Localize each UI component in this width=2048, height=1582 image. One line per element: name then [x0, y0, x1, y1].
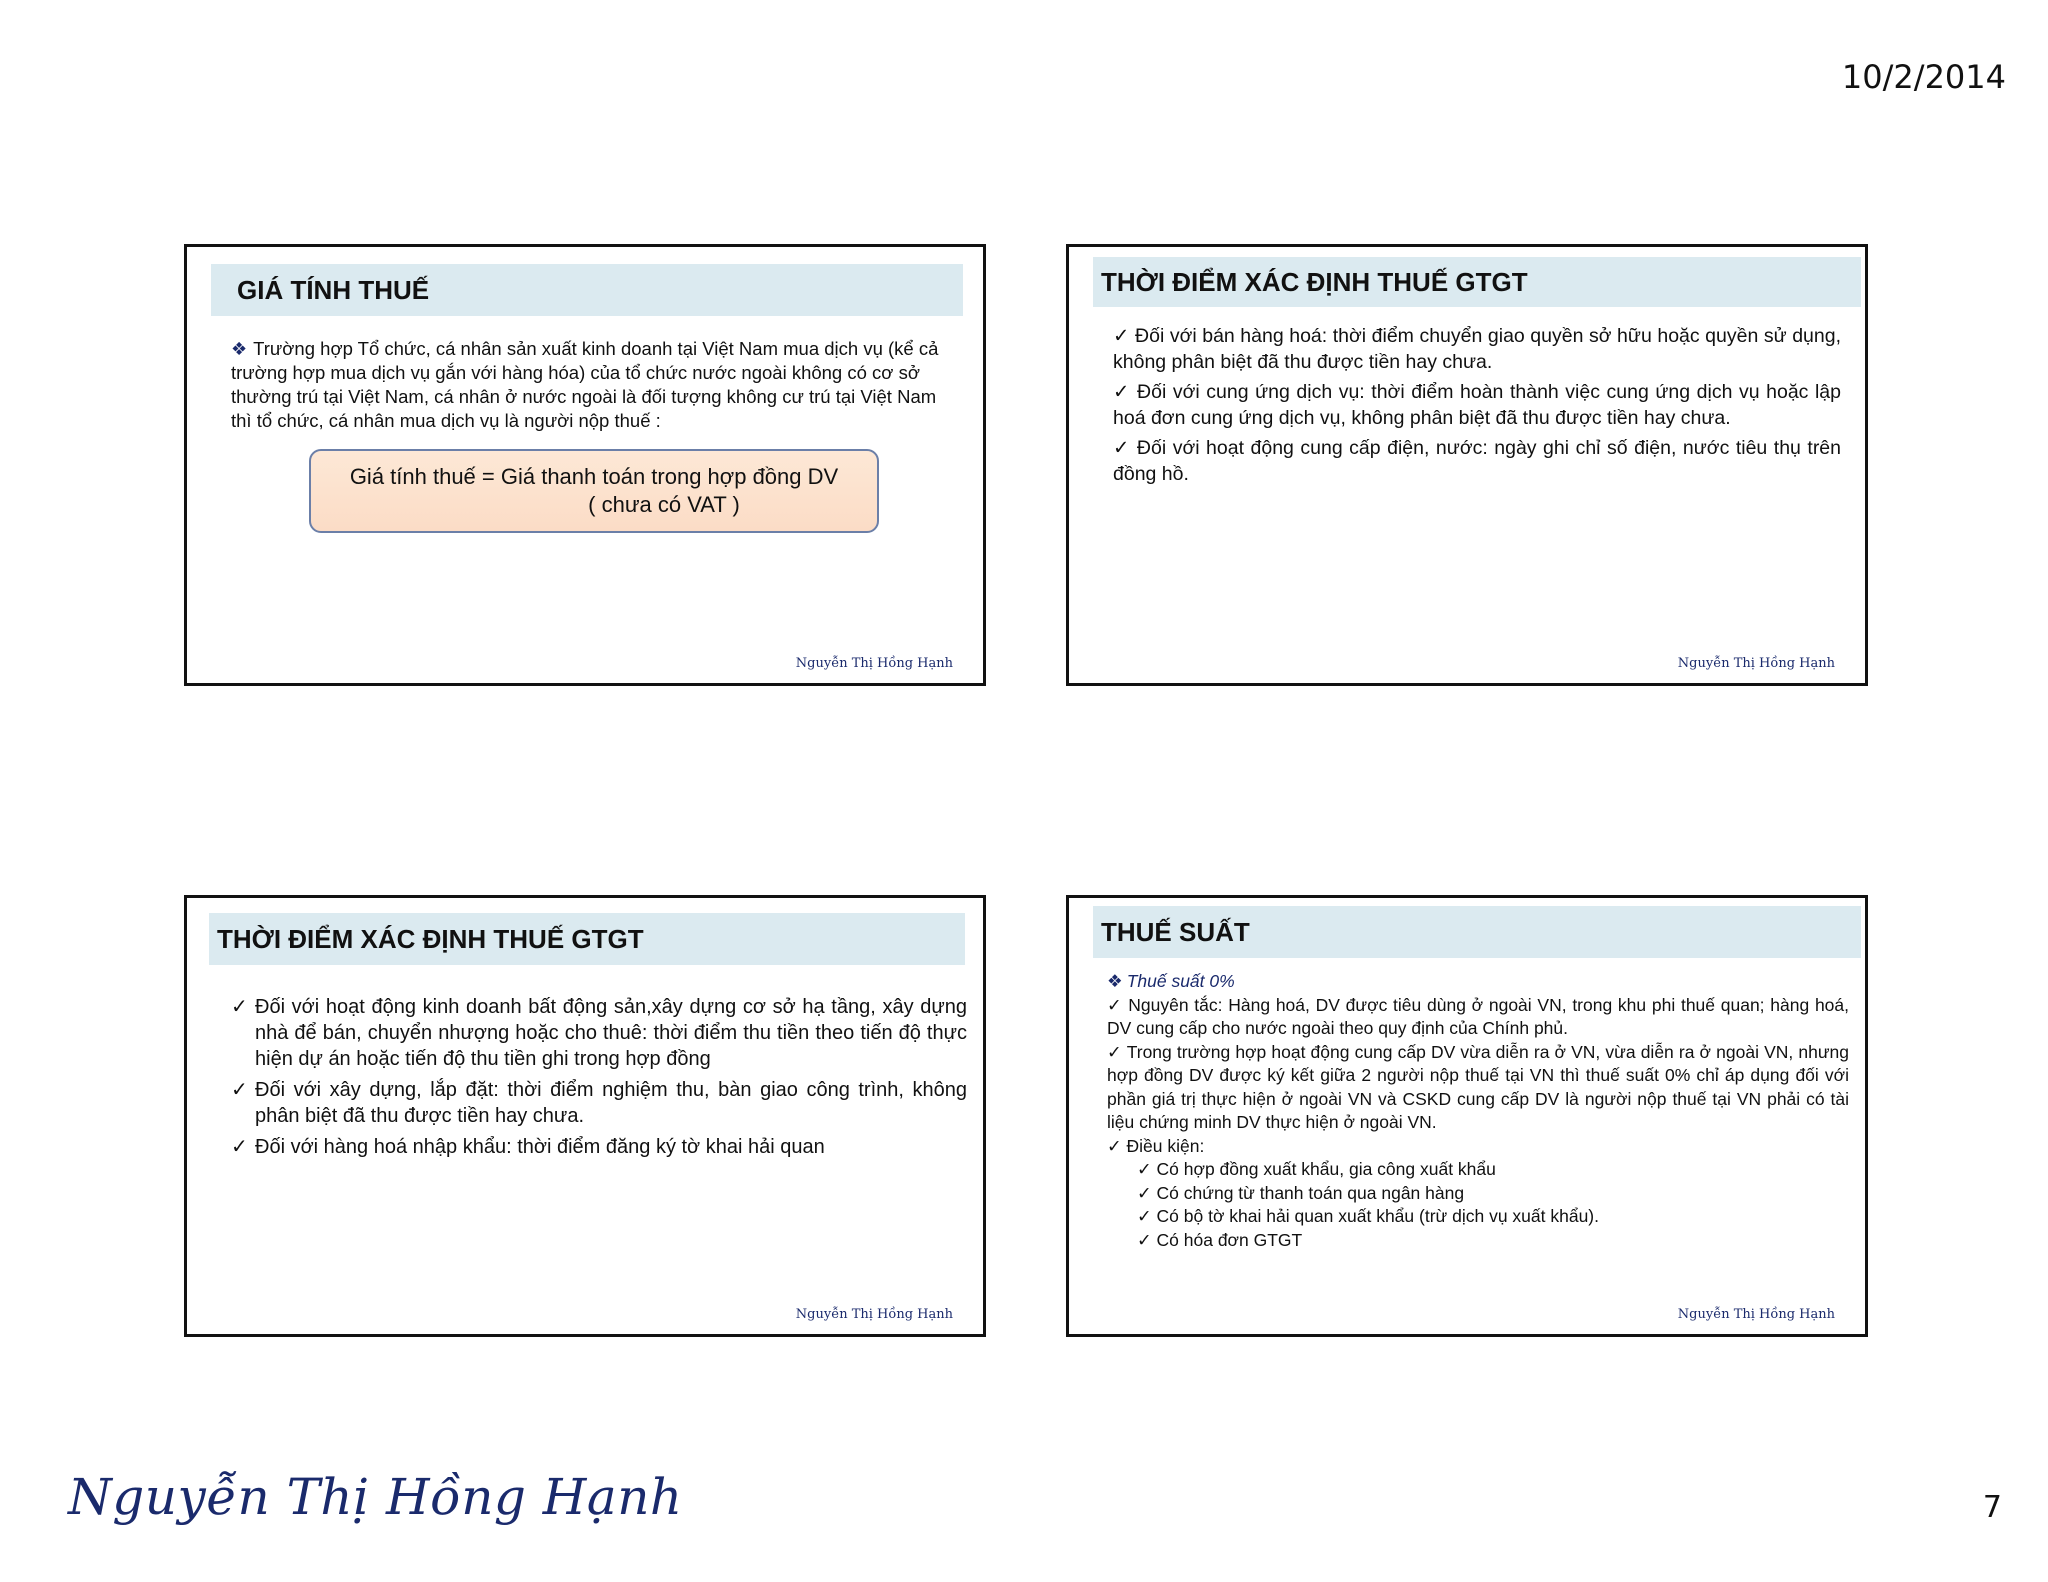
slide-body [231, 337, 951, 433]
formula-line-1: Giá tính thuế = Giá thanh toán trong hợp đồng DV [349, 464, 839, 489]
list-item-text: Đối với xây dựng, lắp đặt: thời điểm nghiệm thu, bàn giao công trình, không phân biệt đã thu được tiền hay chưa. [255, 1079, 967, 1127]
formula-box [309, 449, 879, 533]
slide-body [1113, 323, 1841, 491]
list-item: ✓ Đối với hoạt động cung cấp điện, nước: ngày ghi chỉ số điện, nước tiêu thụ trên đồng hồ. [1113, 437, 1841, 485]
slide-title: GIÁ TÍNH THUẾ [211, 264, 963, 316]
condition-item: ✓ Có bộ tờ khai hải quan xuất khẩu (trừ dịch vụ xuất khẩu). [1137, 1206, 1599, 1226]
diamond-bullet-icon: ❖ [1107, 971, 1123, 991]
slide-2 [1066, 244, 1868, 686]
slide-4 [1066, 895, 1868, 1337]
list-item [231, 1077, 967, 1129]
page-author: Nguyễn Thị Hồng Hạnh [68, 1468, 683, 1526]
page-date: 10/2/2014 [1841, 58, 2006, 96]
slide-author: Nguyễn Thị Hồng Hạnh [795, 1307, 953, 1322]
list-item-text: Đối với hoạt động kinh doanh bất động sản,xây dựng cơ sở hạ tầng, xây dựng nhà để bán, chuyển nhượng hoặc cho thuê: thời điểm thu tiền theo tiến độ thực hiện dự án hoặc tiến độ thu tiền ghi trong hợp đồng [255, 996, 967, 1070]
slide-body [231, 994, 967, 1165]
slide-body [1107, 970, 1849, 1252]
slide-1 [184, 244, 986, 686]
slide-author: Nguyễn Thị Hồng Hạnh [795, 656, 953, 671]
bullet-text: Trường hợp Tổ chức, cá nhân sản xuất kinh doanh tại Việt Nam mua dịch vụ (kể cả trường hợp mua dịch vụ gắn với hàng hóa) của tổ chức nước ngoài không có cơ sở thường trú tại Việt Nam, cá nhân ở nước ngoài là đối tượng không cư trú tại Việt Nam thì tổ chức, cá nhân mua dịch vụ là người nộp thuế : [231, 338, 939, 431]
checkmark-icon: ✓ [231, 1136, 248, 1158]
list-item: ✓ Đối với cung ứng dịch vụ: thời điểm hoàn thành việc cung ứng dịch vụ hoặc lập hoá đơn cung ứng dịch vụ, không phân biệt đã thu được tiền hay chưa. [1113, 381, 1841, 429]
paragraph: ✓ Điều kiện: [1107, 1135, 1205, 1156]
list-item-text: Đối với hàng hoá nhập khẩu: thời điểm đăng ký tờ khai hải quan [255, 1136, 825, 1158]
list-item [231, 1134, 967, 1160]
slide-title: THỜI ĐIỂM XÁC ĐỊNH THUẾ GTGT [209, 913, 965, 965]
list-item [231, 994, 967, 1072]
diamond-bullet-icon: ❖ [231, 339, 248, 359]
checkmark-icon: ✓ [231, 1079, 248, 1101]
condition-item: ✓ Có chứng từ thanh toán qua ngân hàng [1137, 1182, 1465, 1203]
sub-title-text: Thuế suất 0% [1126, 971, 1235, 991]
condition-item: ✓ Có hóa đơn GTGT [1137, 1229, 1303, 1250]
paragraph: ✓ Trong trường hợp hoạt động cung cấp DV vừa diễn ra ở VN, vừa diễn ra ở ngoài VN, nhưng hợp đồng DV được ký kết giữa 2 người nộp thuế tại VN thì thuế suất 0% chỉ áp dụng đối với phần giá trị thực hiện ở ngoài VN và CSKD cung cấp DV là người nộp thuế tại VN phải có tài liệu chứng minh DV thực hiện ở ngoài VN. [1107, 1041, 1849, 1132]
checkmark-icon: ✓ [231, 996, 248, 1018]
sub-title [1107, 970, 1849, 994]
formula-line-2: ( chưa có VAT ) [588, 492, 740, 517]
list-item: ✓ Đối với bán hàng hoá: thời điểm chuyển giao quyền sở hữu hoặc quyền sử dụng, không phân biệt đã thu được tiền hay chưa. [1113, 325, 1841, 373]
slide-title: THUẾ SUẤT [1093, 906, 1861, 958]
slide-author: Nguyễn Thị Hồng Hạnh [1677, 656, 1835, 671]
slide-author: Nguyễn Thị Hồng Hạnh [1677, 1307, 1835, 1322]
slide-title: THỜI ĐIỂM XÁC ĐỊNH THUẾ GTGT [1093, 257, 1861, 307]
page-number: 7 [1982, 1490, 2002, 1525]
paragraph: ✓ Nguyên tắc: Hàng hoá, DV được tiêu dùng ở ngoài VN, trong khu phi thuế quan; hàng hoá, DV cung cấp cho nước ngoài theo quy định của Chính phủ. [1107, 994, 1849, 1038]
slide-3 [184, 895, 986, 1337]
condition-item: ✓ Có hợp đồng xuất khẩu, gia công xuất khẩu [1137, 1159, 1496, 1179]
